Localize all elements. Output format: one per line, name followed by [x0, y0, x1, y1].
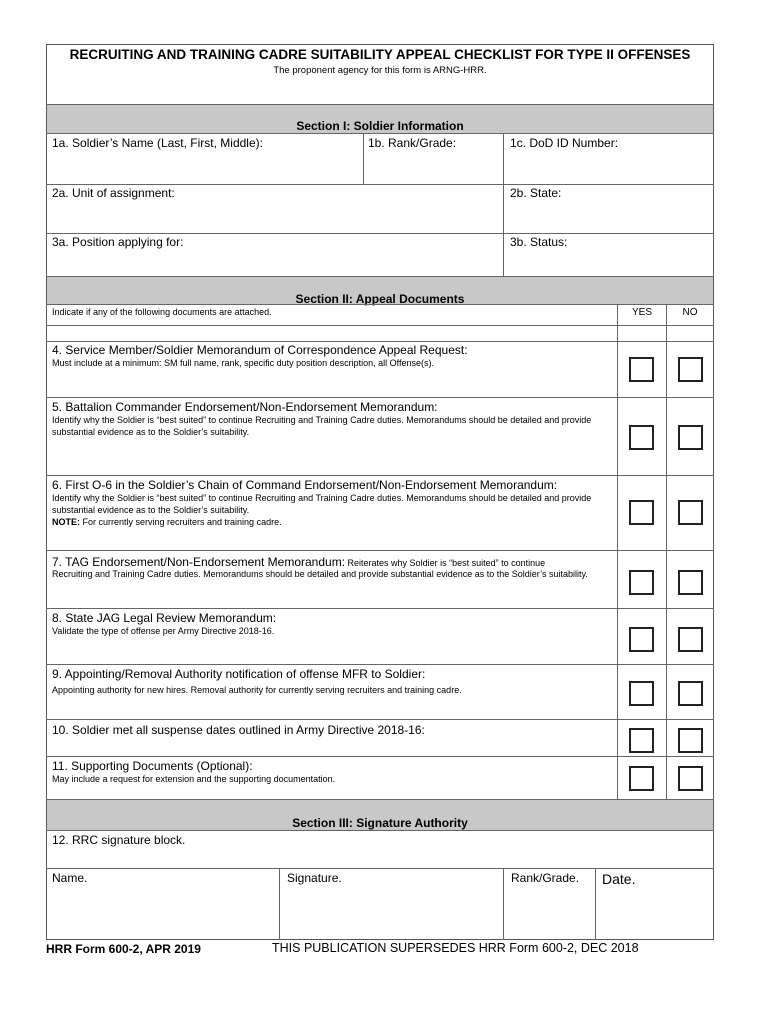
- item-7-title-suffix: Reiterates why Soldier is “best suited” to continue: [345, 558, 546, 568]
- item-9-yes-checkbox[interactable]: [629, 681, 654, 706]
- item-9-title: 9. Appointing/Removal Authority notification of offense MFR to Soldier:: [52, 667, 426, 681]
- signature-field[interactable]: Signature.: [287, 871, 342, 885]
- item-7-yes-checkbox[interactable]: [629, 570, 654, 595]
- item-10-no-checkbox[interactable]: [678, 728, 703, 753]
- item-6-note: [52, 516, 282, 528]
- dod-id-field[interactable]: 1c. DoD ID Number:: [510, 136, 619, 150]
- item-5-no-checkbox[interactable]: [678, 425, 703, 450]
- name-field[interactable]: Name.: [52, 871, 88, 885]
- yes-column-header: YES: [631, 307, 652, 318]
- item-6-note-label: NOTE:: [52, 517, 80, 527]
- item-8-title: 8. State JAG Legal Review Memorandum:: [52, 611, 277, 625]
- item-9-no-checkbox[interactable]: [678, 681, 703, 706]
- item-4-desc: Must include at a minimum: SM full name, rank, specific duty position description, all Offense(s).: [52, 358, 434, 368]
- item-7-title: 7. TAG Endorsement/Non-Endorsement Memorandum:: [52, 555, 346, 569]
- position-applying-field[interactable]: 3a. Position applying for:: [52, 235, 184, 249]
- item-6-desc: Identify why the Soldier is “best suited” to continue Recruiting and Training Cadre duties. Memorandums should be detailed and provide substantial evidence as to the Soldier’s suitability.: [52, 493, 592, 515]
- item-7-no-checkbox[interactable]: [678, 570, 703, 595]
- item-4-title: 4. Service Member/Soldier Memorandum of Correspondence Appeal Request:: [52, 343, 468, 357]
- soldier-name-field[interactable]: 1a. Soldier’s Name (Last, First, Middle):: [52, 136, 263, 150]
- item-10-title: 10. Soldier met all suspense dates outlined in Army Directive 2018-16:: [52, 723, 425, 737]
- status-field[interactable]: 3b. Status:: [510, 235, 568, 249]
- rank-grade-signature-field[interactable]: Rank/Grade.: [511, 871, 580, 885]
- item-5-desc: Identify why the Soldier is “best suited” to continue Recruiting and Training Cadre duties. Memorandums should be detailed and provide substantial evidence as to the Soldier’s suitability.: [52, 415, 592, 437]
- item-8-yes-checkbox[interactable]: [629, 627, 654, 652]
- item-6-title: 6. First O-6 in the Soldier’s Chain of Command Endorsement/Non-Endorsement Memorandum:: [52, 478, 558, 492]
- state-field[interactable]: 2b. State:: [510, 186, 562, 200]
- item-6-no-checkbox[interactable]: [678, 500, 703, 525]
- item-8-no-checkbox[interactable]: [678, 627, 703, 652]
- section1-heading: Section I: Soldier Information: [296, 119, 464, 133]
- item-9-desc: Appointing authority for new hires. Removal authority for currently serving recruiters and training cadre.: [52, 685, 462, 695]
- item-7-desc: Recruiting and Training Cadre duties. Memorandums should be detailed and provide substantial evidence as to the Soldier’s suitability.: [52, 569, 588, 579]
- section3-heading: Section III: Signature Authority: [292, 816, 468, 830]
- item-10-yes-checkbox[interactable]: [629, 728, 654, 753]
- proponent-note: The proponent agency for this form is ARNG-HRR.: [273, 65, 487, 76]
- item-5-yes-checkbox[interactable]: [629, 425, 654, 450]
- date-field[interactable]: Date.: [602, 871, 636, 887]
- unit-assignment-field[interactable]: 2a. Unit of assignment:: [52, 186, 175, 200]
- rrc-signature-block-label: 12. RRC signature block.: [52, 833, 186, 847]
- item-11-yes-checkbox[interactable]: [629, 766, 654, 791]
- supersedes-notice: THIS PUBLICATION SUPERSEDES HRR Form 600-2, DEC 2018: [272, 941, 639, 955]
- item-11-title: 11. Supporting Documents (Optional):: [52, 759, 253, 773]
- item-5-title: 5. Battalion Commander Endorsement/Non-Endorsement Memorandum:: [52, 400, 438, 414]
- no-column-header: NO: [682, 307, 698, 318]
- item-11-desc: May include a request for extension and the supporting documentation.: [52, 774, 336, 784]
- item-11-no-checkbox[interactable]: [678, 766, 703, 791]
- form-number: HRR Form 600-2, APR 2019: [46, 942, 201, 956]
- item-6-note-text: For currently serving recruiters and training cadre.: [80, 517, 282, 527]
- rank-grade-field[interactable]: 1b. Rank/Grade:: [368, 136, 457, 150]
- item-4-no-checkbox[interactable]: [678, 357, 703, 382]
- item-4-yes-checkbox[interactable]: [629, 357, 654, 382]
- item-6-yes-checkbox[interactable]: [629, 500, 654, 525]
- section2-heading: Section II: Appeal Documents: [295, 292, 465, 306]
- attach-instruction: Indicate if any of the following documents are attached.: [52, 307, 272, 317]
- form-title: RECRUITING AND TRAINING CADRE SUITABILITY APPEAL CHECKLIST FOR TYPE II OFFENSES: [69, 47, 691, 62]
- item-8-desc: Validate the type of offense per Army Directive 2018-16.: [52, 626, 275, 636]
